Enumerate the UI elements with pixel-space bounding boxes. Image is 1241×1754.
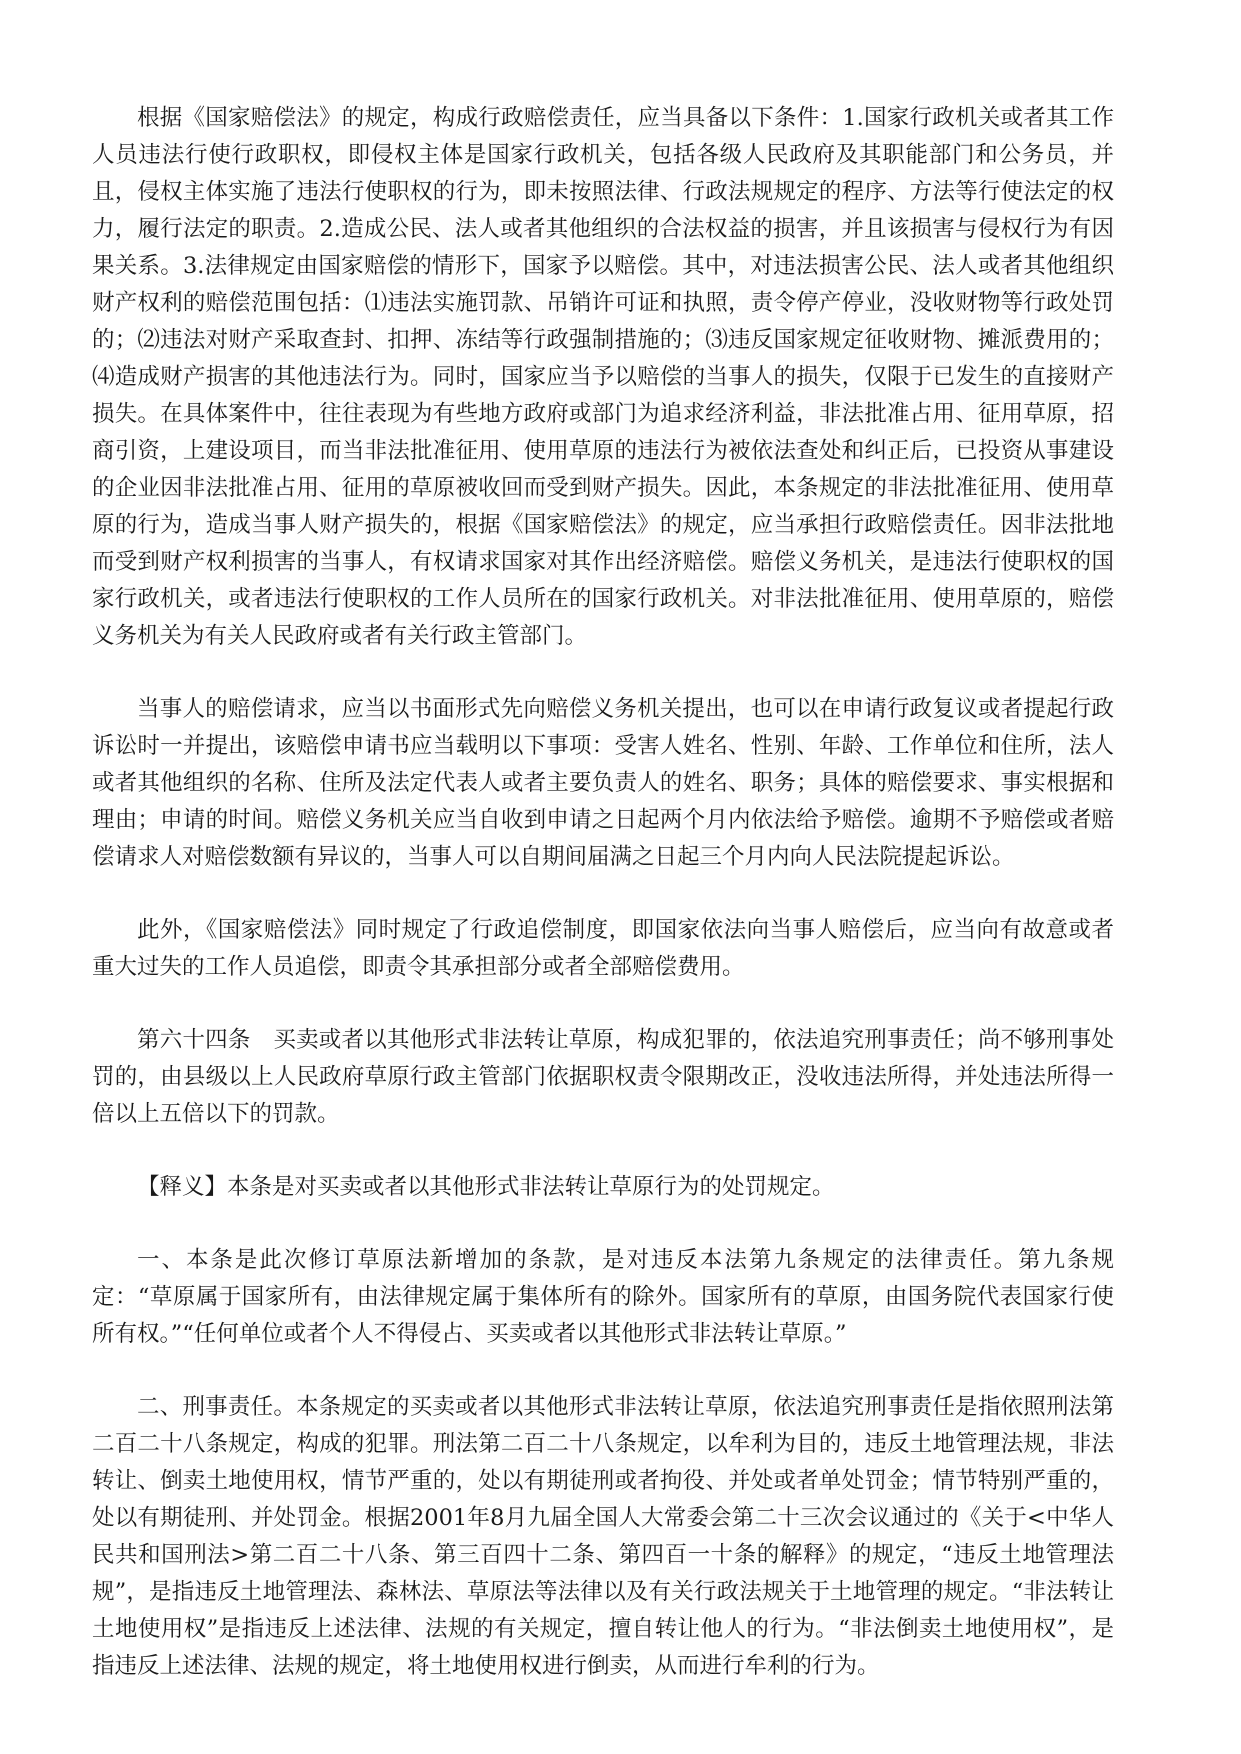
paragraph-section-one: 一、本条是此次修订草原法新增加的条款，是对违反本法第九条规定的法律责任。第九条规定：“草原属于国家所有，由法律规定属于集体所有的除外。国家所有的草原，由国务院代表国家行使所有权。”“任何单位或者个人不得侵占、买卖或者以其他形式非法转让草原。”	[92, 1247, 1114, 1347]
paragraph-administrative-compensation-conditions: 根据《国家赔偿法》的规定，构成行政赔偿责任，应当具备以下条件：1.国家行政机关或者其工作人员违法行使行政职权，即侵权主体是国家行政机关，包括各级人民政府及其职能部门和公务员，并且，侵权主体实施了违法行使职权的行为，即未按照法律、行政法规规定的程序、方法等行使法定的权力，履行法定的职责。2.造成公民、法人或者其他组织的合法权益的损害，并且该损害与侵权行为有因果关系。3.法律规定由国家赔偿的情形下，国家予以赔偿。其中，对违法损害公民、法人或者其他组织财产权利的赔偿范围包括：⑴违法实施罚款、吊销许可证和执照，责令停产停业，没收财物等行政处罚的；⑵违法对财产采取查封、扣押、冻结等行政强制措施的；⑶违反国家规定征收财物、摊派费用的；⑷造成财产损害的其他违法行为。同时，国家应当予以赔偿的当事人的损失，仅限于已发生的直接财产损失。在具体案件中，往往表现为有些地方政府或部门为追求经济利益，非法批准占用、征用草原，招商引资，上建设项目，而当非法批准征用、使用草原的违法行为被依法查处和纠正后，已投资从事建设的企业因非法批准占用、征用的草原被收回而受到财产损失。因此，本条规定的非法批准征用、使用草原的行为，造成当事人财产损失的，根据《国家赔偿法》的规定，应当承担行政赔偿责任。因非法批地而受到财产权利损害的当事人，有权请求国家对其作出经济赔偿。赔偿义务机关，是违法行使职权的国家行政机关，或者违法行使职权的工作人员所在的国家行政机关。对非法批准征用、使用草原的，赔偿义务机关为有关人民政府或者有关行政主管部门。	[92, 105, 1114, 649]
paragraph-interpretation-heading: 【释义】本条是对买卖或者以其他形式非法转让草原行为的处罚规定。	[137, 1174, 835, 1200]
document-page	[92, 100, 1114, 1721]
paragraph-article-64: 第六十四条 买卖或者以其他形式非法转让草原，构成犯罪的，依法追究刑事责任；尚不够刑事处罚的，由县级以上人民政府草原行政主管部门依据职权责令限期改正，没收违法所得，并处违法所得一倍以上五倍以下的罚款。	[92, 1027, 1114, 1127]
paragraph-compensation-request: 当事人的赔偿请求，应当以书面形式先向赔偿义务机关提出，也可以在申请行政复议或者提起行政诉讼时一并提出，该赔偿申请书应当载明以下事项：受害人姓名、性别、年龄、工作单位和住所，法人或者其他组织的名称、住所及法定代表人或者主要负责人的姓名、职务；具体的赔偿要求、事实根据和理由；申请的时间。赔偿义务机关应当自收到申请之日起两个月内依法给予赔偿。逾期不予赔偿或者赔偿请求人对赔偿数额有异议的，当事人可以自期间届满之日起三个月内向人民法院提起诉讼。	[92, 696, 1114, 870]
paragraph-recovery-system: 此外，《国家赔偿法》同时规定了行政追偿制度，即国家依法向当事人赔偿后，应当向有故意或者重大过失的工作人员追偿，即责令其承担部分或者全部赔偿费用。	[92, 917, 1114, 980]
paragraph-section-two-criminal-liability: 二、刑事责任。本条规定的买卖或者以其他形式非法转让草原，依法追究刑事责任是指依照刑法第二百二十八条规定，构成的犯罪。刑法第二百二十八条规定，以牟利为目的，违反土地管理法规，非法转让、倒卖土地使用权，情节严重的，处以有期徒刑或者拘役、并处或者单处罚金；情节特别严重的，处以有期徒刑、并处罚金。根据2001年8月九届全国人大常委会第二十三次会议通过的《关于<中华人民共和国刑法>第二百二十八条、第三百四十二条、第四百一十条的解释》的规定，“违反土地管理法规”，是指违反土地管理法、森林法、草原法等法律以及有关行政法规关于土地管理的规定。“非法转让土地使用权”是指违反上述法律、法规的有关规定，擅自转让他人的行为。“非法倒卖土地使用权”，是指违反上述法律、法规的规定，将土地使用权进行倒卖，从而进行牟利的行为。	[92, 1394, 1114, 1679]
